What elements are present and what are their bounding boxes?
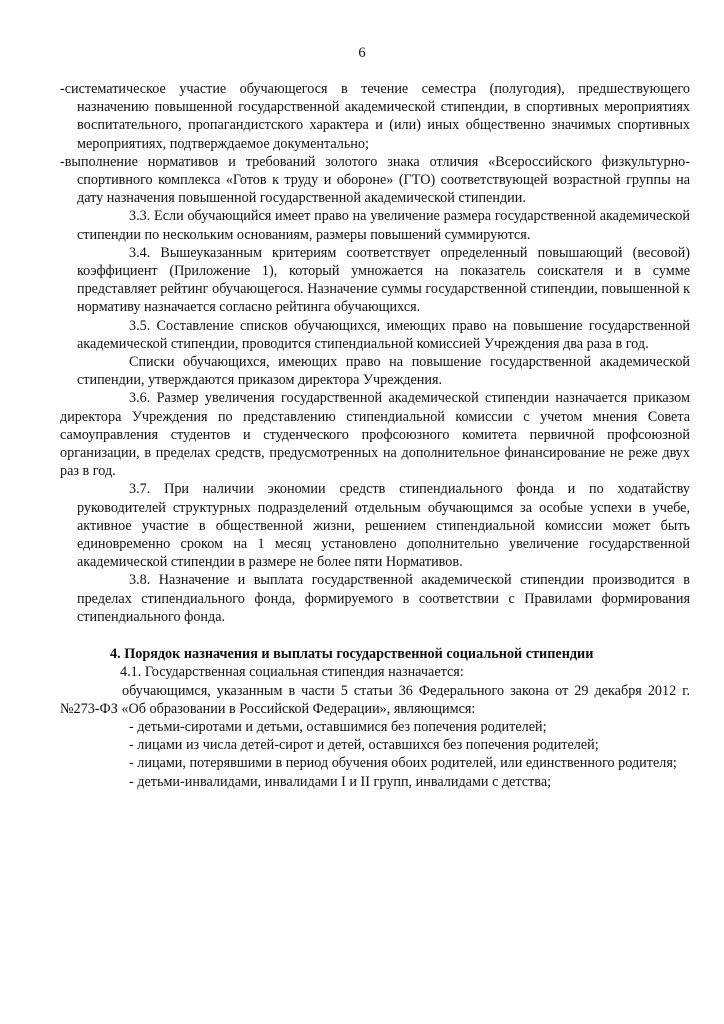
paragraph-3-7: 3.7. При наличии экономии средств стипендиального фонда и по ходатайству руководителей структурных подразделений отдельным обучающимся за особые успехи в учебе, активное участие в общественной жизни, решением стипендиальной комиссии может быть единовременно сроком на 1 месяц установлено дополнительно увеличение государственной академической стипендии в размере не более пяти Нормативов. — [77, 481, 690, 571]
paragraph-gto-standards: -выполнение нормативов и требований золотого знака отличия «Всероссийского физкультурно-спортивного комплекса «Готов к труду и обороне» (ГТО) соответствующей возрастной группы на дату назначения повышенной государственной академической стипендии. — [60, 153, 690, 207]
document-body — [60, 80, 690, 791]
paragraph-recipients: обучающимся, указанным в части 5 статьи 36 Федерального закона от 29 декабря 2012 г. №273-ФЗ «Об образовании в Российской Федерации», являющимся: — [60, 682, 690, 717]
paragraph-3-5: 3.5. Составление списков обучающихся, имеющих право на повышение государственной академической стипендии, проводится стипендиальной комиссией Учреждения два раза в год. — [77, 317, 690, 352]
paragraph-3-8: 3.8. Назначение и выплата государственной академической стипендии производится в пределах стипендиального фонда, формируемого в соответствии с Правилами формирования стипендиального фонда. — [77, 572, 690, 625]
paragraph-3-3: 3.3. Если обучающийся имеет право на увеличение размера государственной академической стипендии по нескольким основаниям, размеры повышений суммируются. — [77, 208, 690, 243]
list-item: - детьми-инвалидами, инвалидами I и II групп, инвалидами с детства; — [129, 773, 552, 790]
list-item: - детьми-сиротами и детьми, оставшимися без попечения родителей; — [129, 718, 547, 735]
paragraph-sport-participation: -систематическое участие обучающегося в течение семестра (полугодия), предшествующего назначению повышенной государственной академической стипендии, в спортивных мероприятиях воспитательного, пропагандистского характера и (или) иных общественно значимых спортивных мероприятиях, подтверждаемое документально; — [60, 81, 690, 152]
paragraph-lists-approval: Списки обучающихся, имеющих право на повышение государственной академической стипендии, утверждаются приказом директора Учреждения. — [77, 354, 690, 389]
paragraph-3-6: 3.6. Размер увеличения государственной академической стипендии назначается приказом директора Учреждения по представлению стипендиальной комиссии с учетом мнения Совета самоуправления студентов и студенческого профсоюзного комитета первичной профсоюзной организации, в пределах средств, предусмотренных на дополнительное финансирование не реже двух раз в год. — [60, 390, 690, 480]
page-number: 6 — [358, 45, 366, 61]
paragraph-3-4: 3.4. Вышеуказанным критериям соответствует определенный повышающий (весовой) коэффициент (Приложение 1), который умножается на показатель соискателя и в сумме представляет рейтинг обучающегося. Назначение суммы государственной стипендии, повышенной к нормативу назначается согласно рейтинга обучающихся. — [77, 244, 690, 316]
section-4-heading: 4. Порядок назначения и выплаты государственной социальной стипендии — [110, 646, 594, 663]
list-item: - лицами из числа детей-сирот и детей, оставшихся без попечения родителей; — [129, 737, 599, 754]
paragraph-4-1: 4.1. Государственная социальная стипендия назначается: — [120, 664, 464, 681]
list-item: - лицами, потерявшими в период обучения обоих родителей, или единственного родителя; — [129, 755, 677, 772]
